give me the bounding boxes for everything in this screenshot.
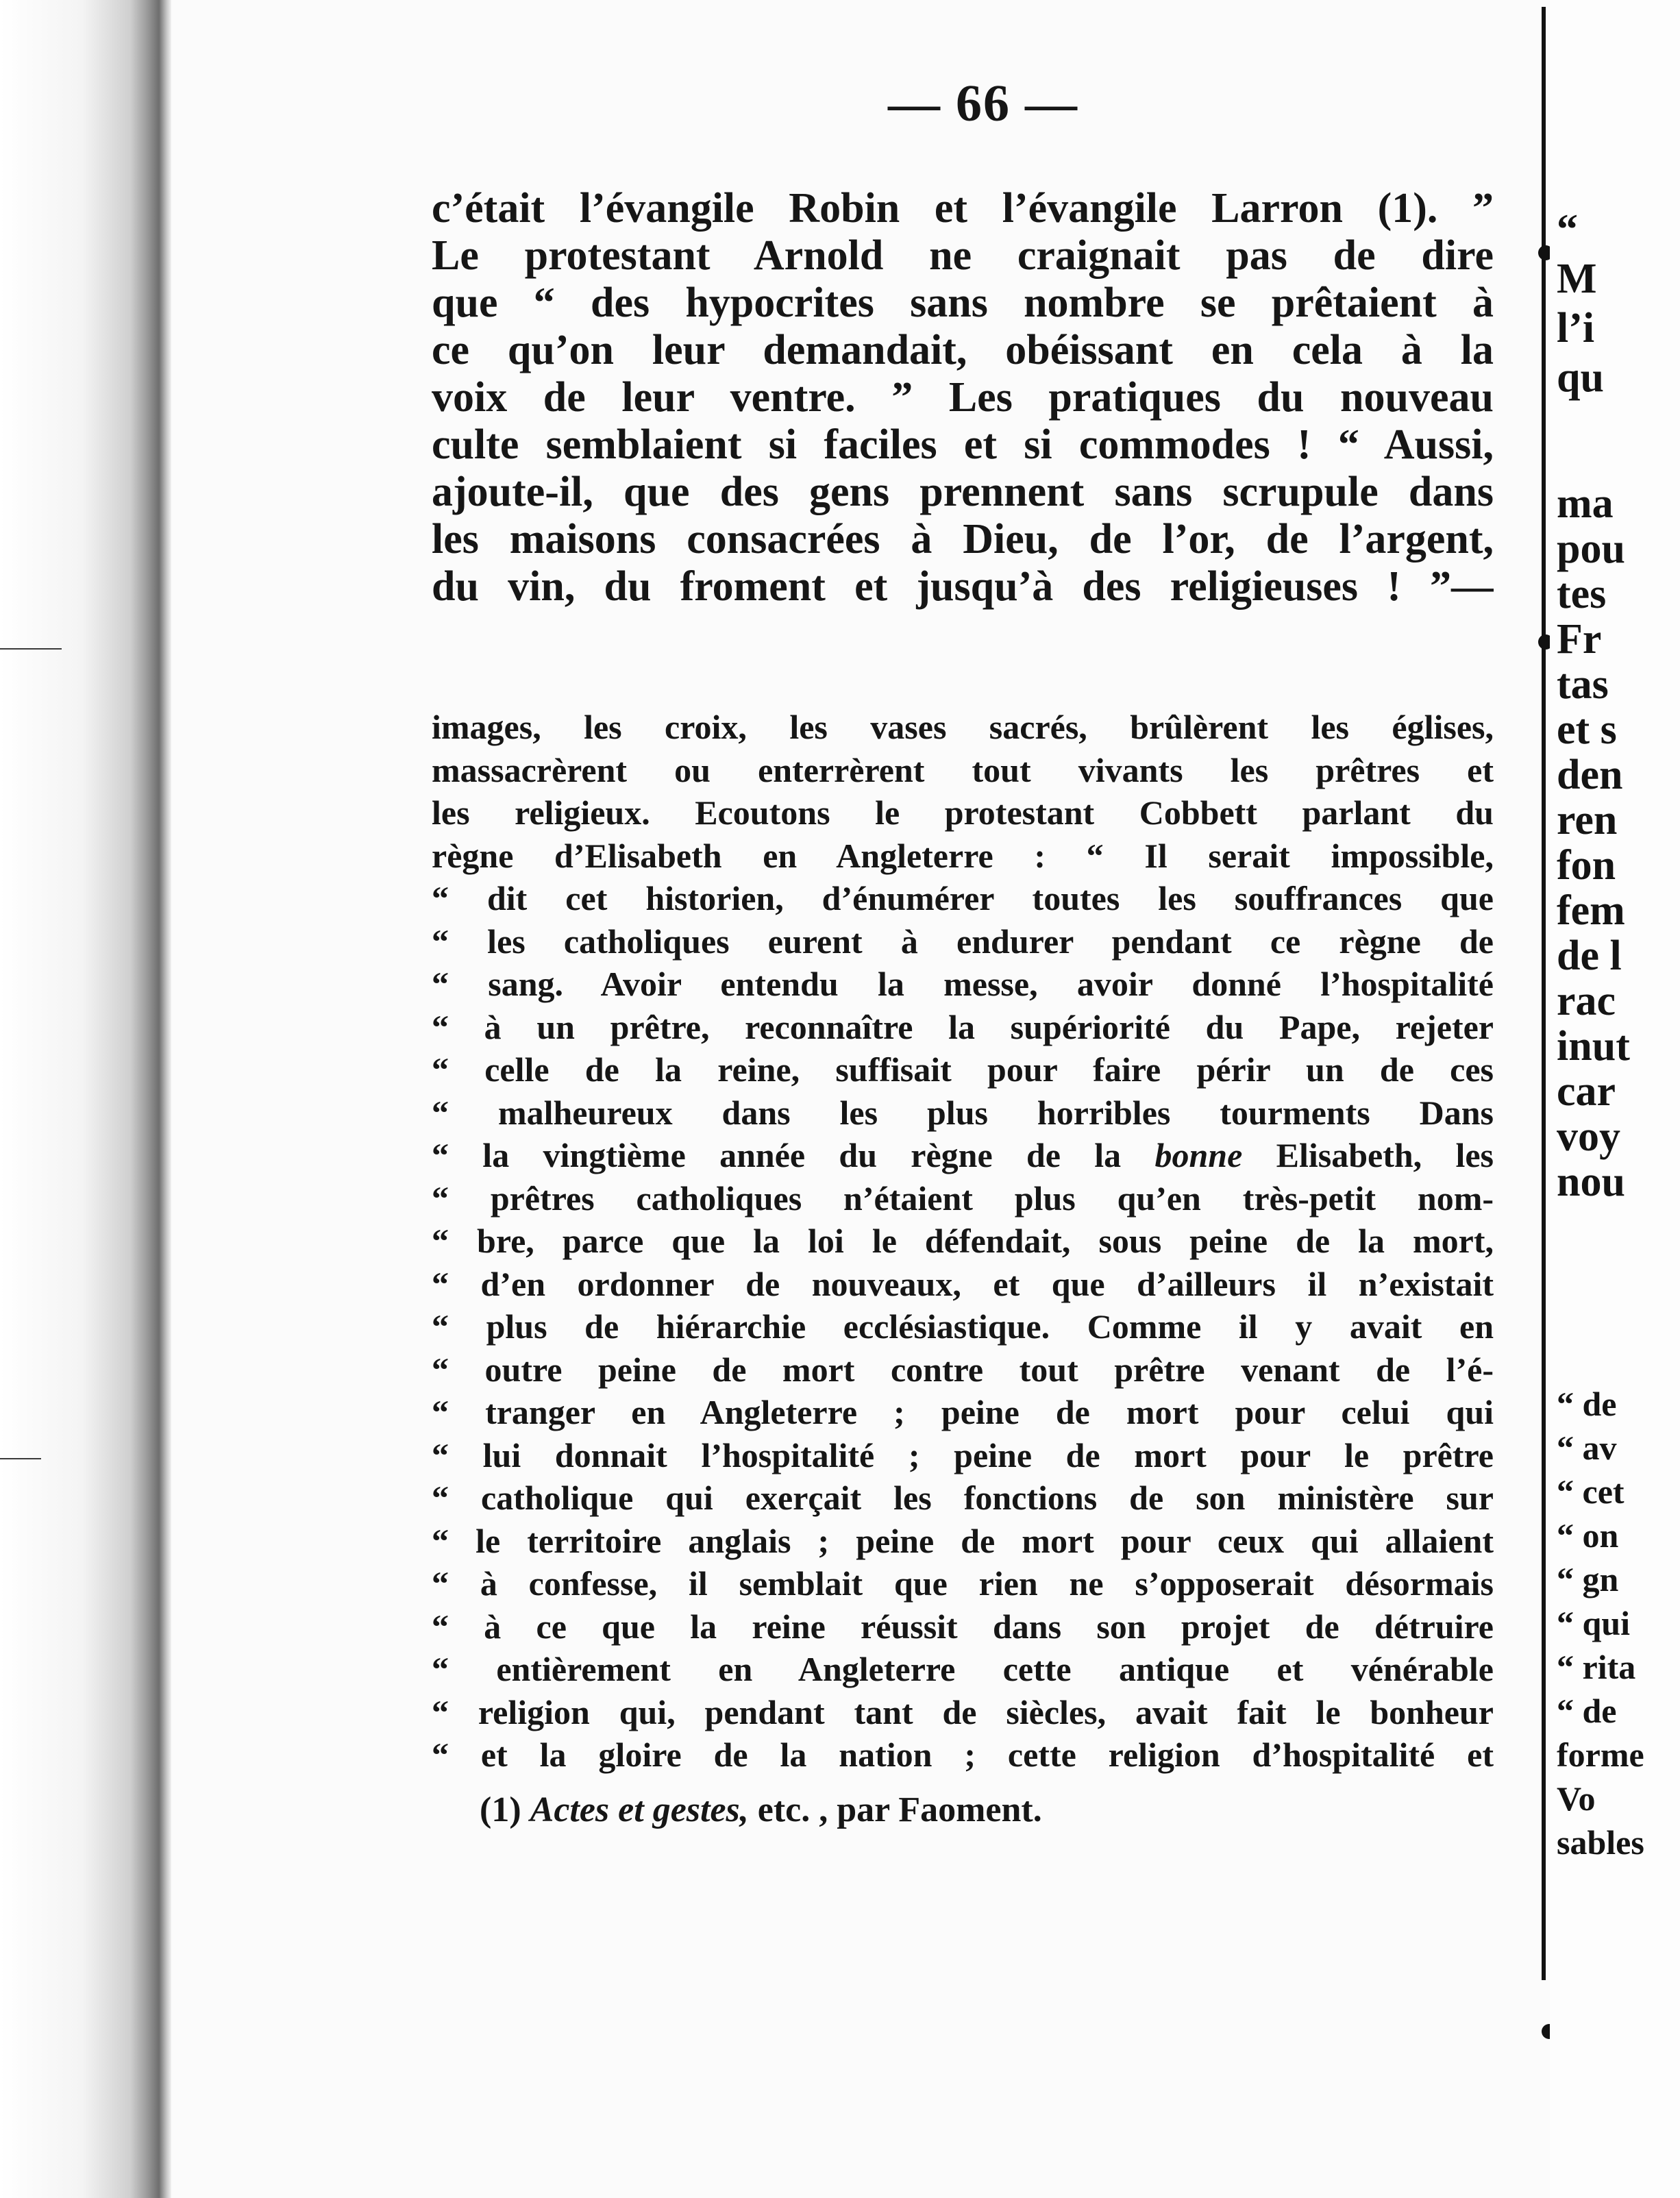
page-number: — 66 —: [888, 75, 1078, 132]
text-line: “ la vingtième année du règne de la bonne Elisabeth, les: [432, 1136, 1494, 1174]
fragment-text: Fr: [1557, 616, 1602, 663]
fragment-text: “ av: [1557, 1429, 1617, 1467]
fragment-text: inut: [1557, 1023, 1630, 1070]
text-line: “ malheureux dans les plus horribles tourments Dans: [432, 1093, 1494, 1132]
fragment-text: “ cet: [1557, 1472, 1625, 1511]
fragment-text: ma: [1557, 480, 1614, 527]
footnote-rest: etc. , par Faoment.: [757, 1790, 1042, 1829]
fragment-text: pou: [1557, 526, 1625, 572]
footnote: [480, 1790, 1042, 1831]
text-line: “ à ce que la reine réussit dans son projet de détruire: [432, 1607, 1494, 1646]
text-line: règne d’Elisabeth en Angleterre : “ Il serait impossible,: [432, 836, 1494, 875]
fragment-text: “ de: [1557, 1692, 1617, 1730]
fragment-text: “ qui: [1557, 1604, 1631, 1642]
text-line: “ prêtres catholiques n’étaient plus qu’en très-petit nom-: [432, 1178, 1494, 1218]
fragment-text: et s: [1557, 706, 1617, 753]
fragment-text: “ rita: [1557, 1648, 1636, 1686]
fragment-text: forme: [1557, 1736, 1644, 1774]
fragment-text: “ de: [1557, 1385, 1617, 1423]
fragment-text: de l: [1557, 933, 1622, 979]
text-line: du vin, du froment et jusqu’à des religieuses ! ”—: [432, 563, 1494, 610]
text-line: massacrèrent ou enterrèrent tout vivants les prêtres et: [432, 750, 1494, 789]
footnote-title: Actes et gestes,: [530, 1790, 749, 1829]
fragment-text: tas: [1557, 661, 1609, 708]
fragment-text: tes: [1557, 571, 1607, 617]
text-line: “ et la gloire de la nation ; cette religion d’hospitalité et: [432, 1736, 1494, 1774]
top-paragraph: [432, 185, 1494, 610]
text-line: culte semblaient si faciles et si commodes ! “ Aussi,: [432, 421, 1494, 468]
fragment-text: “ gn: [1557, 1560, 1619, 1598]
text-line: “ les catholiques eurent à endurer pendant ce règne de: [432, 922, 1494, 961]
text-line: “ d’en ordonner de nouveaux, et que d’ailleurs il n’existait: [432, 1264, 1494, 1303]
fragment-text: qu: [1557, 354, 1604, 401]
fragment-text: voy: [1557, 1113, 1620, 1160]
fragment-text: Vo: [1557, 1779, 1596, 1818]
text-line: “ plus de hiérarchie ecclésiastique. Comme il y avait en: [432, 1307, 1494, 1346]
page-edge-rule: [1542, 7, 1546, 1980]
adjacent-page-fragment: [1550, 0, 1680, 2198]
fragment-text: ren: [1557, 797, 1618, 843]
text-line: les religieux. Ecoutons le protestant Cobbett parlant du: [432, 793, 1494, 832]
text-line: “ tranger en Angleterre ; peine de mort pour celui qui: [432, 1393, 1494, 1431]
text-line: “ lui donnait l’hospitalité ; peine de mort pour le prêtre: [432, 1435, 1494, 1474]
bleed-through-text: [425, 665, 1494, 692]
fragment-text: M: [1557, 256, 1597, 302]
gutter-mark: [0, 648, 62, 650]
text-line: ce qu’on leur demandait, obéissant en cela à la: [432, 327, 1494, 373]
fragment-text: “ on: [1557, 1516, 1619, 1555]
fragment-text: “: [1557, 206, 1578, 253]
text-line: “ bre, parce que la loi le défendait, sous peine de la mort,: [432, 1222, 1494, 1260]
text-line: “ celle de la reine, suffisait pour faire périr un de ces: [432, 1050, 1494, 1089]
text-line: “ religion qui, pendant tant de siècles, avait fait le bonheur: [432, 1692, 1494, 1731]
gutter-mark: [0, 1458, 41, 1459]
text-line: images, les croix, les vases sacrés, brûlèrent les églises,: [432, 708, 1494, 746]
text-line: les maisons consacrées à Dieu, de l’or, de l’argent,: [432, 516, 1494, 563]
body-paragraph: [432, 706, 1494, 1777]
text-line: “ entièrement en Angleterre cette antique et vénérable: [432, 1650, 1494, 1688]
footnote-marker: (1): [480, 1790, 521, 1829]
fragment-text: l’i: [1557, 305, 1595, 351]
text-line: “ à un prêtre, reconnaître la supériorité du Pape, rejeter: [432, 1007, 1494, 1046]
fragment-text: fem: [1557, 887, 1625, 934]
fragment-text: sables: [1557, 1823, 1644, 1862]
text-line: voix de leur ventre. ” Les pratiques du nouveau: [432, 374, 1494, 421]
fragment-text: car: [1557, 1068, 1616, 1115]
book-binding-gutter: [0, 0, 171, 2198]
fragment-text: den: [1557, 752, 1623, 798]
text-line: c’était l’évangile Robin et l’évangile Larron (1). ”: [432, 185, 1494, 232]
text-line: “ dit cet historien, d’énumérer toutes les souffrances que: [432, 879, 1494, 917]
text-line: Le protestant Arnold ne craignait pas de dire: [432, 232, 1494, 279]
text-line: “ sang. Avoir entendu la messe, avoir donné l’hospitalité: [432, 965, 1494, 1003]
text-line: “ le territoire anglais ; peine de mort pour ceux qui allaient: [432, 1521, 1494, 1560]
text-line: ajoute-il, que des gens prennent sans scrupule dans: [432, 469, 1494, 515]
text-line: “ à confesse, il semblait que rien ne s’opposerait désormais: [432, 1564, 1494, 1603]
fragment-text: nou: [1557, 1159, 1625, 1205]
fragment-text: rac: [1557, 978, 1616, 1024]
text-line: “ catholique qui exerçait les fonctions de son ministère sur: [432, 1479, 1494, 1517]
text-line: “ outre peine de mort contre tout prêtre venant de l’é-: [432, 1350, 1494, 1389]
fragment-text: fon: [1557, 842, 1616, 889]
text-line: que “ des hypocrites sans nombre se prêtaient à: [432, 280, 1494, 326]
